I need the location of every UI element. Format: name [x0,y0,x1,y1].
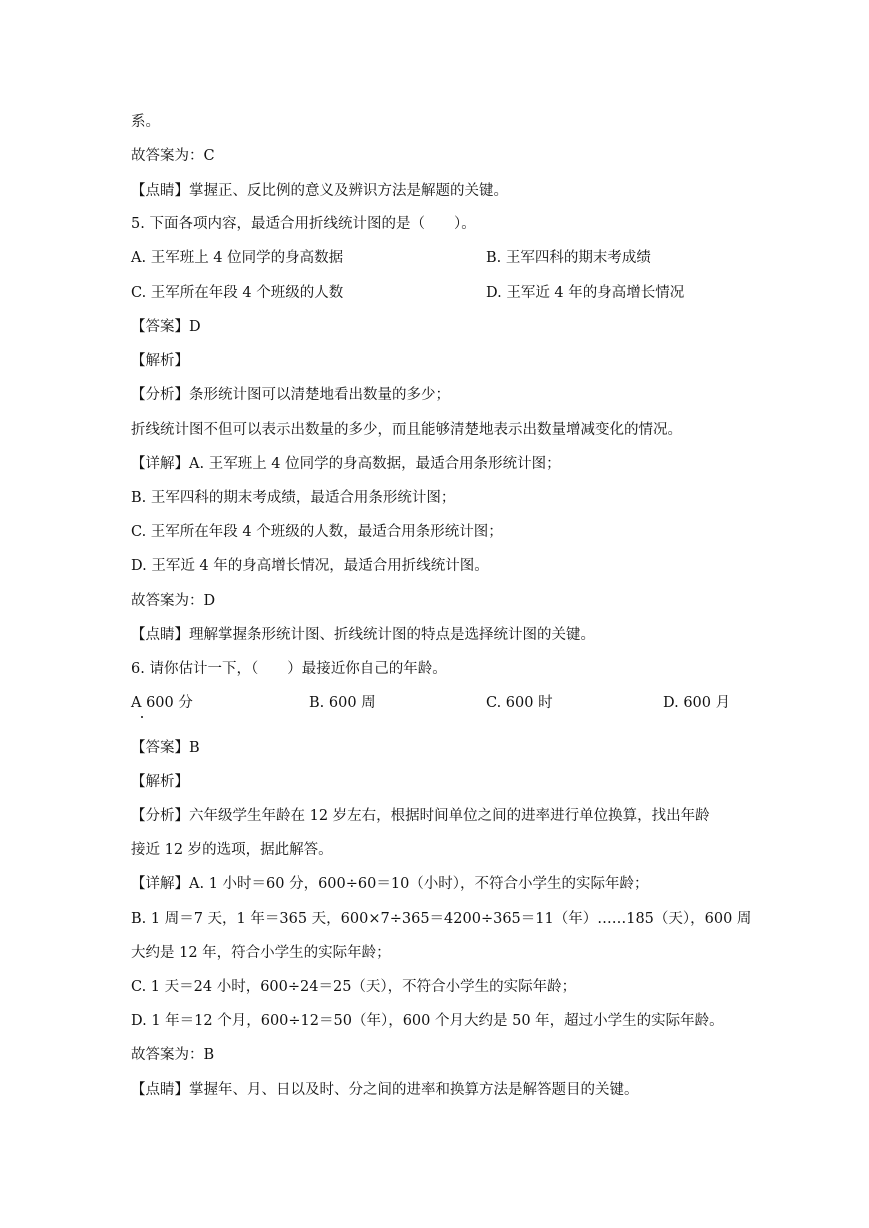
text-line: 【分析】六年级学生年龄在 12 岁左右，根据时间单位之间的进率进行单位换算，找出年龄 [131,808,710,824]
text-line: 故答案为：B [131,1047,215,1063]
text-line: 故答案为：C [131,148,215,164]
text-line: 故答案为：D [131,593,216,609]
q6-option-b: B. 600 周 [309,695,376,711]
analysis-label: 【解析】 [131,774,189,790]
text-line: 系。 [131,114,160,130]
question-6: 6. 请你估计一下，（ ）最接近你自己的年龄。 [131,661,447,677]
q5-option-a: A. 王军班上 4 位同学的身高数据 [131,250,344,266]
text-line: 【详解】A. 1 小时＝60 分，600÷60＝10（小时），不符合小学生的实际年龄； [131,876,649,892]
q5-option-d: D. 王军近 4 年的身高增长情况 [486,285,685,301]
text-line: 【点睛】掌握年、月、日以及时、分之间的进率和换算方法是解答题目的关键。 [131,1082,639,1098]
text-line: C. 王军所在年段 4 个班级的人数，最适合用条形统计图； [131,524,503,540]
text-line: 接近 12 岁的选项，据此解答。 [131,842,333,858]
text-line: B. 1 周＝7 天，1 年＝365 天，600×7÷365＝4200÷365＝11（年）……185（天），600 周 [131,911,752,927]
text-line: 【点睛】理解掌握条形统计图、折线统计图的特点是选择统计图的关键。 [131,627,595,643]
text-line: C. 1 天＝24 小时，600÷24＝25（天），不符合小学生的实际年龄； [131,979,577,995]
question-5: 5. 下面各项内容，最适合用折线统计图的是（ ）。 [131,216,476,232]
q6-option-a: A 600 分 [131,695,193,711]
q6-option-c: C. 600 时 [486,695,553,711]
text-line: D. 1 年＝12 个月，600÷12＝50（年），600 个月大约是 50 年，超过小学生的实际年龄。 [131,1013,724,1029]
q6-option-d: D. 600 月 [663,695,731,711]
text-line: 折线统计图不但可以表示出数量的多少，而且能够清楚地表示出数量增减变化的情况。 [131,422,682,438]
stray-dot [141,716,143,718]
analysis-label: 【解析】 [131,353,189,369]
text-line: 【详解】A. 王军班上 4 位同学的身高数据，最适合用条形统计图； [131,456,561,472]
text-line: 【点睛】掌握正、反比例的意义及辨识方法是解题的关键。 [131,183,508,199]
q5-option-c: C. 王军所在年段 4 个班级的人数 [131,285,344,301]
q5-option-b: B. 王军四科的期末考成绩 [486,250,651,266]
text-line: 大约是 12 年，符合小学生的实际年龄； [131,945,391,961]
text-line: D. 王军近 4 年的身高增长情况，最适合用折线统计图。 [131,558,489,574]
answer-label: 【答案】D [131,319,201,335]
answer-label: 【答案】B [131,740,200,756]
text-line: 【分析】条形统计图可以清楚地看出数量的多少； [131,387,450,403]
text-line: B. 王军四科的期末考成绩，最适合用条形统计图； [131,490,456,506]
